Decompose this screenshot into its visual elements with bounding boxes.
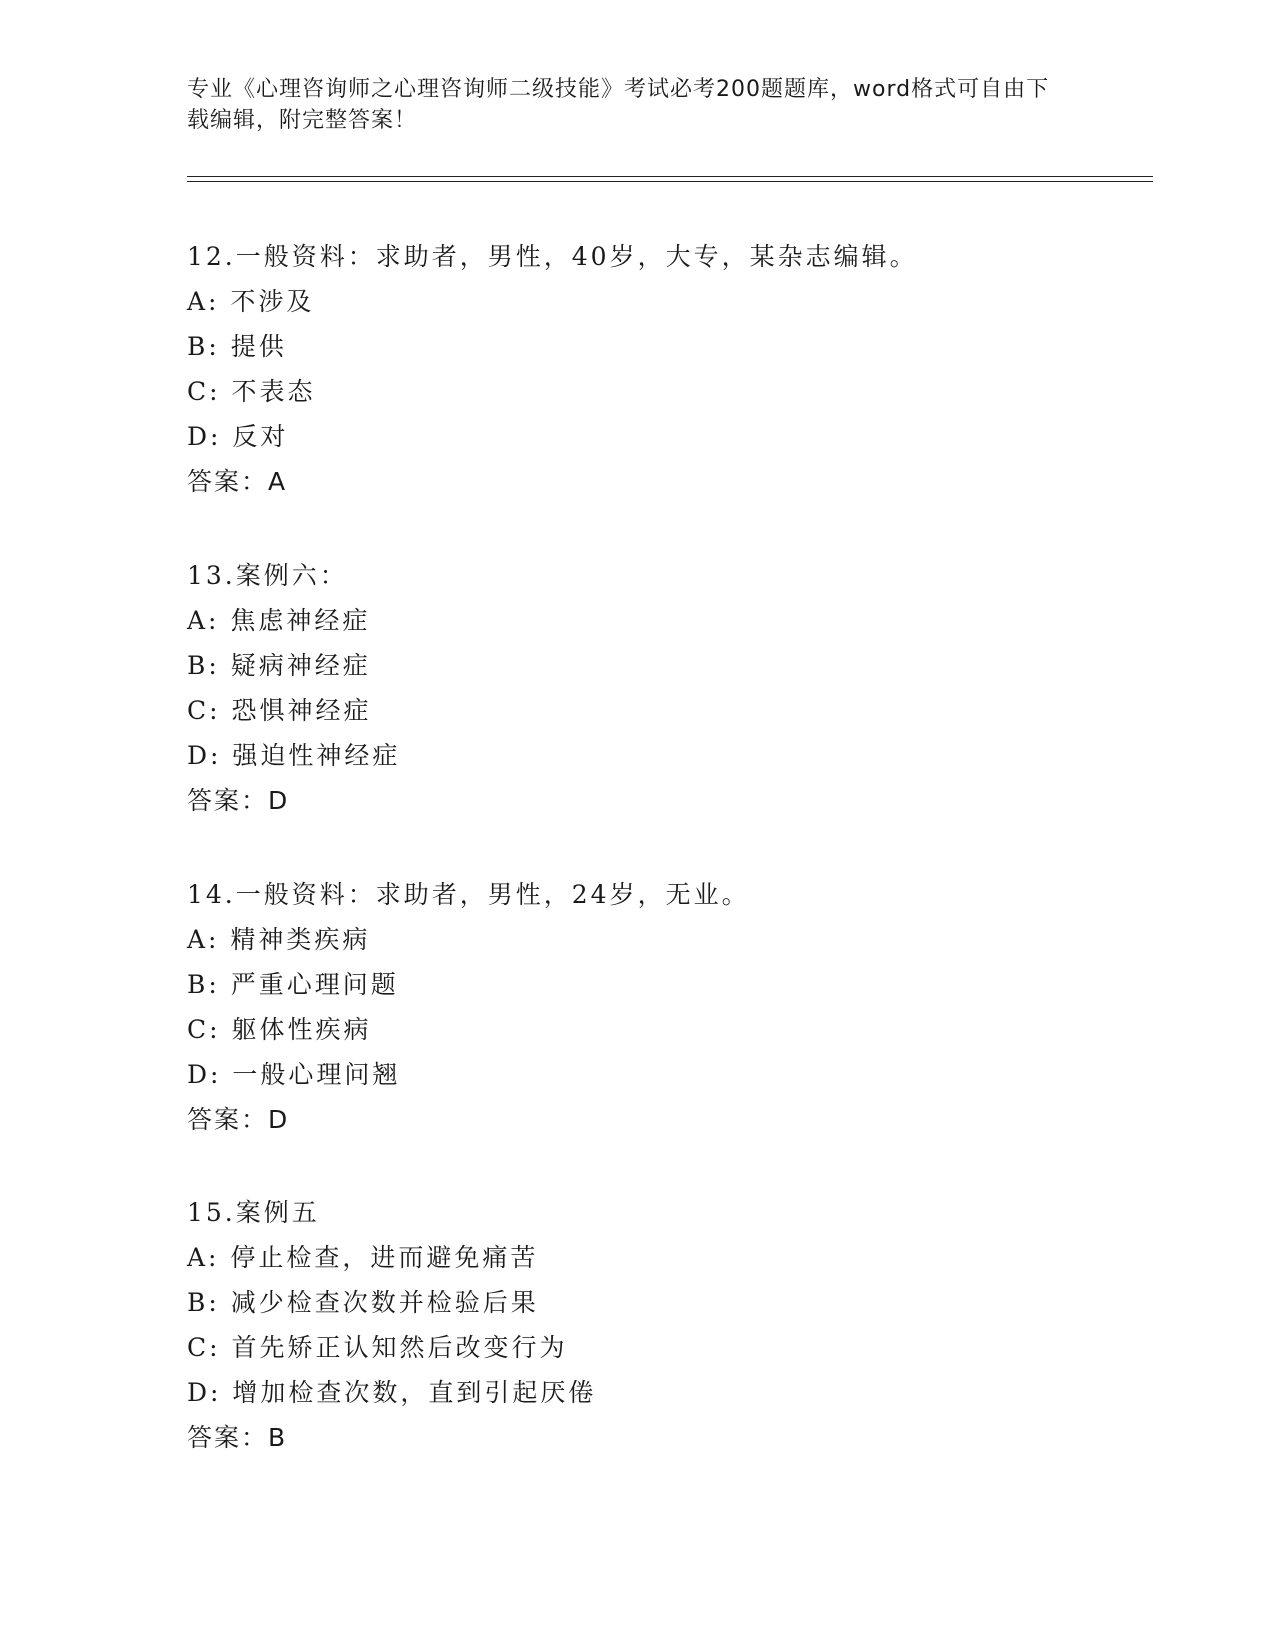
answer: 答案：A <box>187 467 288 496</box>
option-d: D: 反对 <box>187 422 289 451</box>
option-d: D: 一般心理问翘 <box>187 1060 401 1089</box>
option-b: B: 提供 <box>187 332 287 361</box>
question-12 <box>187 234 918 504</box>
option-c: C: 不表态 <box>187 377 316 406</box>
option-b: B: 严重心理问题 <box>187 970 399 999</box>
option-a: A: 精神类疾病 <box>187 925 371 954</box>
option-a: A: 停止检查，进而避免痛苦 <box>187 1243 539 1272</box>
question-stem: 15.案例五 <box>187 1198 320 1227</box>
option-d: D: 强迫性神经症 <box>187 741 401 770</box>
option-c: C: 恐惧神经症 <box>187 696 372 725</box>
option-b: B: 减少检查次数并检验后果 <box>187 1288 539 1317</box>
option-b: B: 疑病神经症 <box>187 651 371 680</box>
question-stem: 12.一般资料：求助者，男性，40岁，大专，某杂志编辑。 <box>187 242 918 271</box>
option-c: C: 首先矫正认知然后改变行为 <box>187 1333 568 1362</box>
question-stem: 13.案例六： <box>187 561 348 590</box>
document-header: 专业《心理咨询师之心理咨询师二级技能》考试必考200题题库，word格式可自由下载编辑，附完整答案！ <box>187 77 1050 133</box>
answer: 答案：B <box>187 1423 288 1452</box>
option-c: C: 躯体性疾病 <box>187 1015 372 1044</box>
header-divider-top <box>187 176 1153 177</box>
option-a: A: 焦虑神经症 <box>187 606 371 635</box>
question-14 <box>187 872 750 1142</box>
option-a: A: 不涉及 <box>187 287 315 316</box>
option-d: D: 增加检查次数，直到引起厌倦 <box>187 1378 597 1407</box>
question-15 <box>187 1190 596 1460</box>
question-13 <box>187 553 400 823</box>
header-divider-bottom <box>187 181 1153 182</box>
answer: 答案：D <box>187 1105 290 1134</box>
answer: 答案：D <box>187 786 290 815</box>
question-stem: 14.一般资料：求助者，男性，24岁，无业。 <box>187 880 750 909</box>
